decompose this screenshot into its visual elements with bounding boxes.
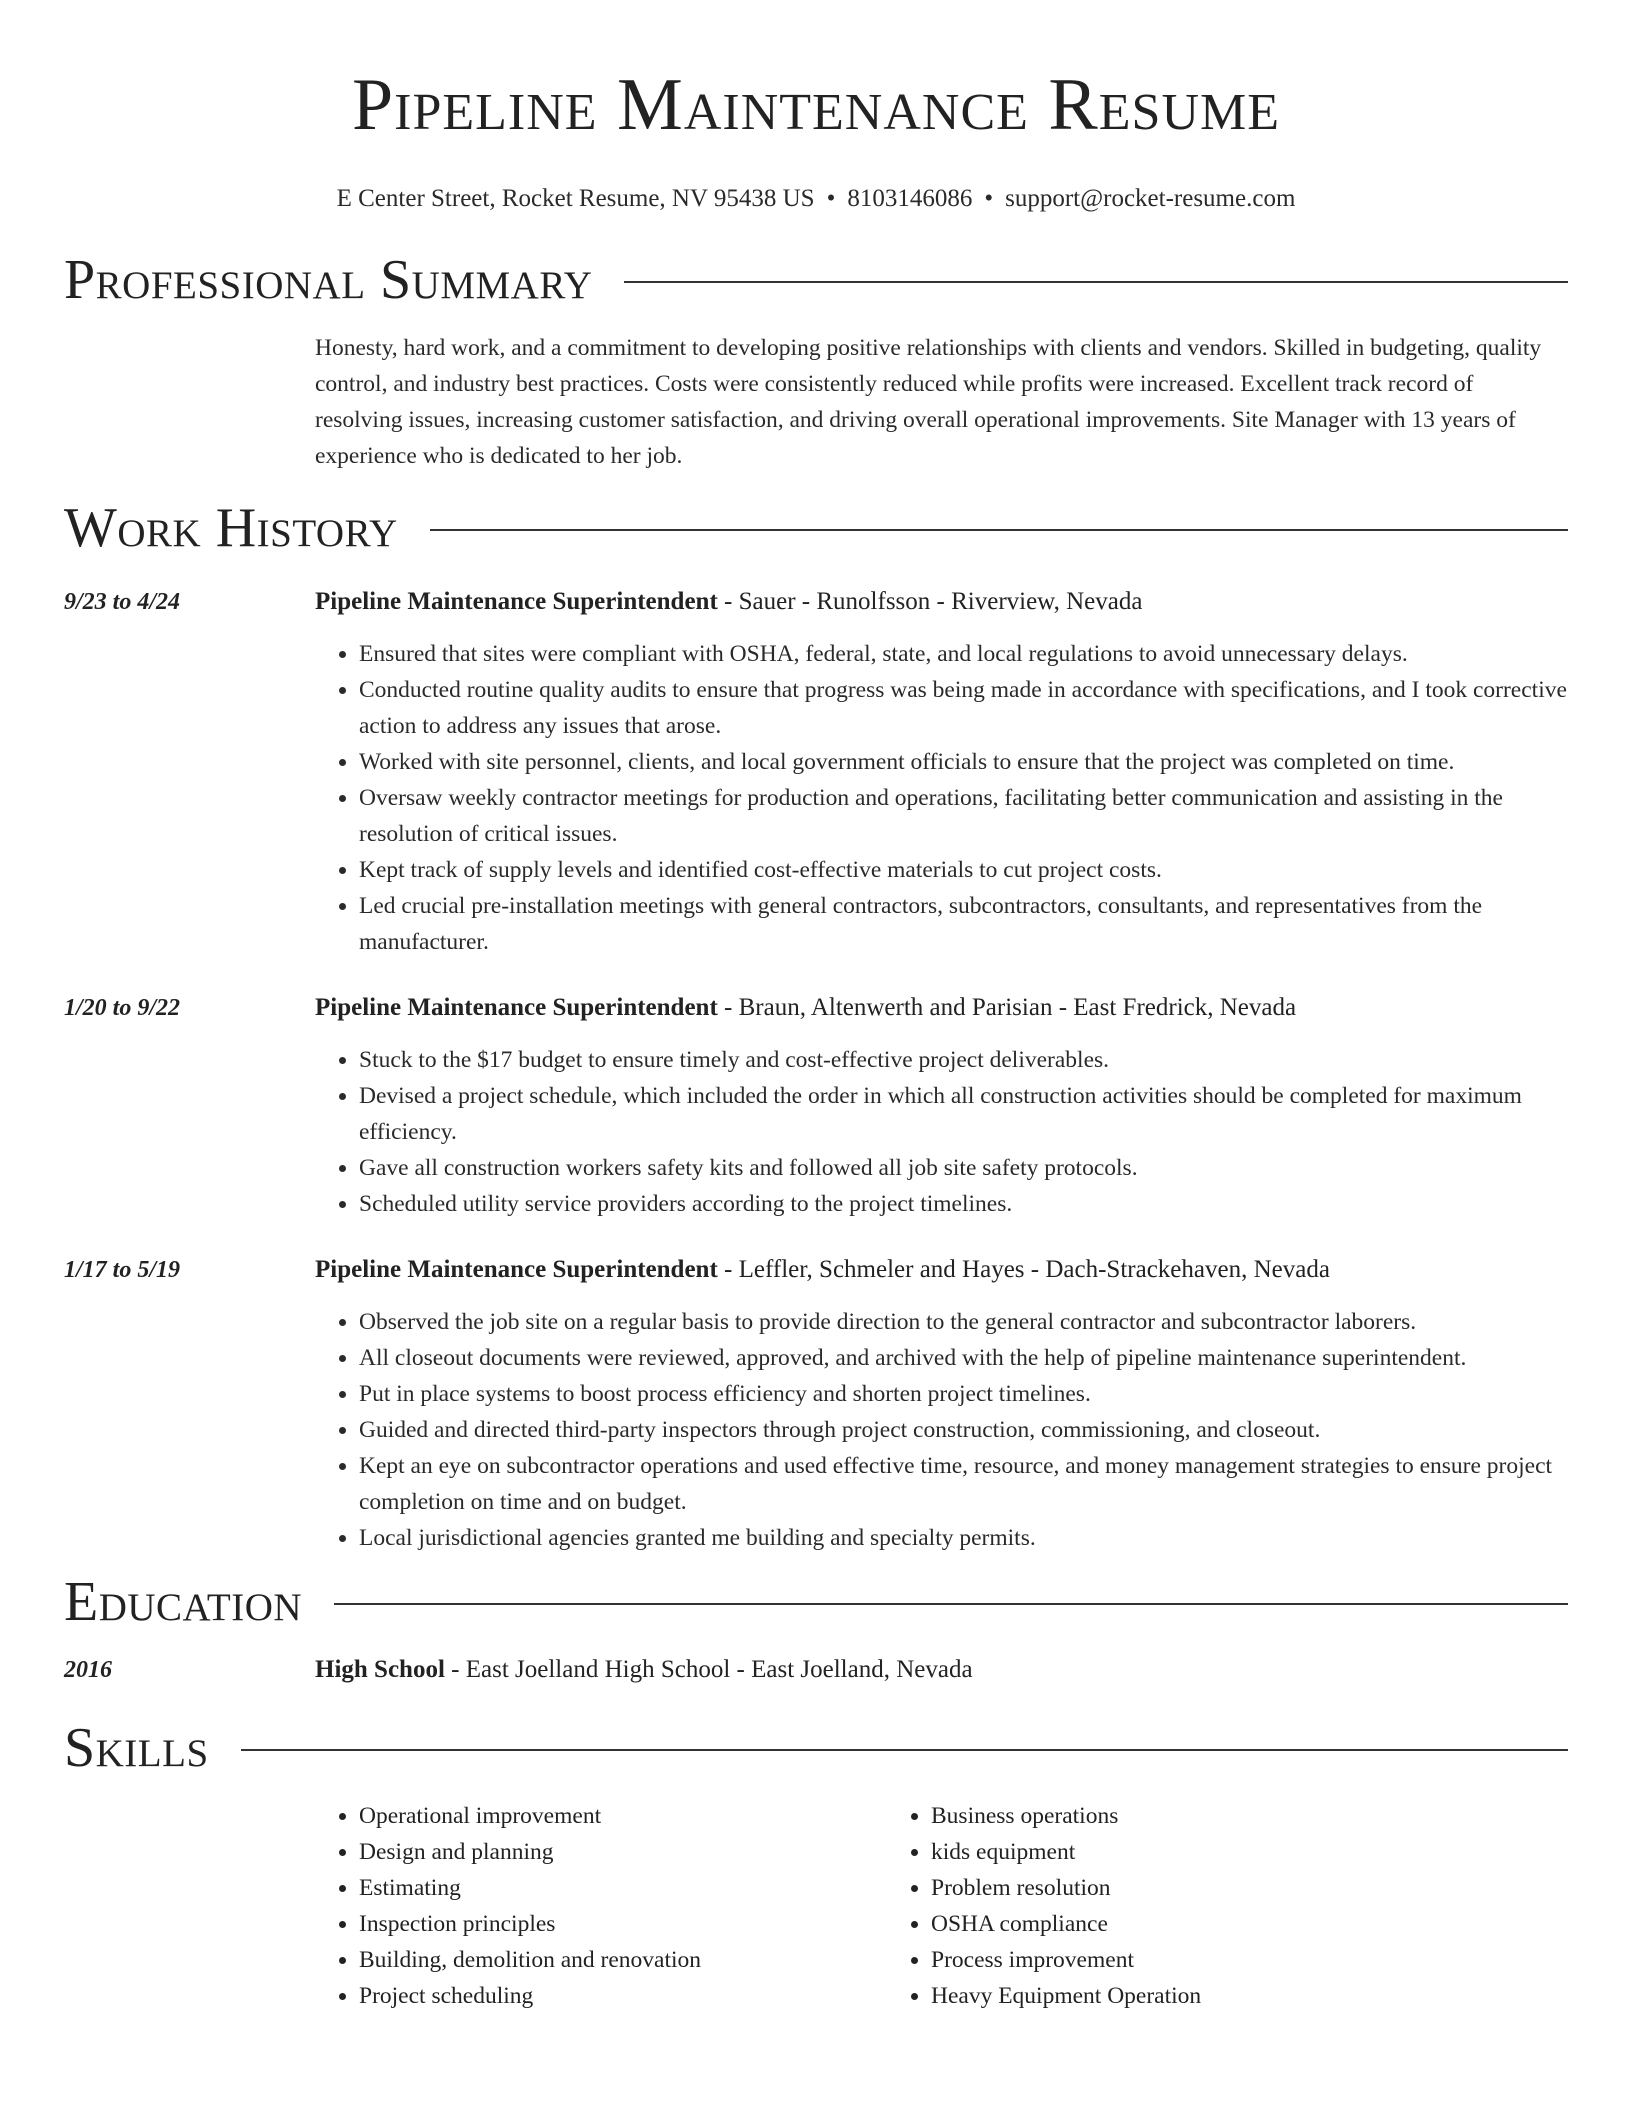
job-bullet: • All closeout documents were reviewed, approved, and archived with the help of pipeline maintenance superintendent. bbox=[359, 1340, 1568, 1376]
skill-item: • Design and planning bbox=[359, 1834, 887, 1870]
job-bullet: • Gave all construction workers safety kits and followed all job site safety protocols. bbox=[359, 1150, 1568, 1186]
education-degree: High School bbox=[315, 1656, 445, 1683]
job-date: 1/17 to 5/19 bbox=[64, 1257, 181, 1283]
skill-item: • Operational improvement bbox=[359, 1798, 887, 1834]
phone: 8103146086 bbox=[847, 185, 973, 212]
job-bullet: • Conducted routine quality audits to ensure that progress was being made in accordance with specifications, and I took corrective action to address any issues that arose. bbox=[359, 672, 1568, 744]
job-title: Pipeline Maintenance Superintendent bbox=[315, 994, 718, 1021]
skills-list bbox=[315, 1798, 1568, 2014]
job-entry bbox=[64, 992, 1568, 1222]
skill-item: • Heavy Equipment Operation bbox=[931, 1978, 1459, 2014]
job-bullet: • Put in place systems to boost process efficiency and shorten project timelines. bbox=[359, 1376, 1568, 1412]
skill-item: • OSHA compliance bbox=[931, 1906, 1459, 1942]
section-title: Professional Summary bbox=[64, 249, 593, 311]
education-title-line bbox=[315, 1654, 1568, 1686]
section-header-skills bbox=[64, 1716, 1568, 1780]
email: support@rocket-resume.com bbox=[1005, 185, 1296, 212]
job-entry bbox=[64, 1254, 1568, 1556]
separator-dot: • bbox=[826, 185, 836, 212]
skill-item: • Problem resolution bbox=[931, 1870, 1459, 1906]
section-header-work-history bbox=[64, 496, 1568, 560]
job-company: - Leffler, Schmeler and Hayes - Dach-Strackehaven, Nevada bbox=[717, 1256, 1330, 1283]
section-title: Education bbox=[64, 1571, 303, 1633]
job-bullets bbox=[315, 1304, 1568, 1556]
job-title-line bbox=[315, 1254, 1568, 1286]
skill-item: • Building, demolition and renovation bbox=[359, 1942, 887, 1978]
job-bullet: • Stuck to the $17 budget to ensure timely and cost-effective project deliverables. bbox=[359, 1042, 1568, 1078]
skills-column-right bbox=[887, 1798, 1459, 2014]
job-bullet: • Oversaw weekly contractor meetings for production and operations, facilitating better communication and assisting in the resolution of critical issues. bbox=[359, 780, 1568, 852]
section-rule bbox=[241, 1749, 1568, 1751]
job-bullet: • Local jurisdictional agencies granted me building and specialty permits. bbox=[359, 1520, 1568, 1556]
job-title-line bbox=[315, 992, 1568, 1024]
skills-column-left bbox=[315, 1798, 887, 2014]
education-body bbox=[315, 1654, 1568, 1686]
job-bullet: • Led crucial pre-installation meetings with general contractors, subcontractors, consultants, and representatives from the manufacturer. bbox=[359, 888, 1568, 960]
job-body bbox=[315, 1254, 1568, 1556]
job-bullet: • Scheduled utility service providers according to the project timelines. bbox=[359, 1186, 1568, 1222]
job-body bbox=[315, 586, 1568, 960]
job-bullet: • Devised a project schedule, which included the order in which all construction activities should be completed for maximum efficiency. bbox=[359, 1078, 1568, 1150]
skill-item: • Inspection principles bbox=[359, 1906, 887, 1942]
resume-title: Pipeline Maintenance Resume bbox=[352, 64, 1280, 146]
section-header-education bbox=[64, 1570, 1568, 1634]
job-date: 1/20 to 9/22 bbox=[64, 995, 181, 1021]
section-rule bbox=[334, 1603, 1568, 1605]
job-bullet: • Ensured that sites were compliant with OSHA, federal, state, and local regulations to avoid unnecessary delays. bbox=[359, 636, 1568, 672]
section-rule bbox=[430, 529, 1568, 531]
section-title: Skills bbox=[64, 1717, 209, 1779]
section-title: Work History bbox=[64, 497, 398, 559]
job-body bbox=[315, 992, 1568, 1222]
job-title-line bbox=[315, 586, 1568, 618]
work-history-list bbox=[64, 586, 1568, 1556]
job-title: Pipeline Maintenance Superintendent bbox=[315, 1256, 718, 1283]
summary-text: Honesty, hard work, and a commitment to developing positive relationships with clients and vendors. Skilled in budgeting, quality control, and industry best practices. Costs were consistently reduced while profits were increased. Excellent track record of resolving issues, increasing customer satisfaction, and driving overall operational improvements. Site Manager with 13 years of experience who is dedicated to her job. bbox=[315, 335, 1542, 469]
job-entry bbox=[64, 586, 1568, 960]
education-entry bbox=[64, 1654, 1568, 1686]
job-bullet: • Kept track of supply levels and identified cost-effective materials to cut project costs. bbox=[359, 852, 1568, 888]
skill-item: • Project scheduling bbox=[359, 1978, 887, 2014]
education-school: - East Joelland High School - East Joelland, Nevada bbox=[444, 1656, 973, 1683]
contact-line bbox=[64, 182, 1568, 216]
address: E Center Street, Rocket Resume, NV 95438 US bbox=[336, 185, 815, 212]
job-company: - Braun, Altenwerth and Parisian - East Fredrick, Nevada bbox=[717, 994, 1297, 1021]
education-date: 2016 bbox=[64, 1657, 112, 1683]
skill-item: • Process improvement bbox=[931, 1942, 1459, 1978]
section-header-summary bbox=[64, 248, 1568, 312]
skill-item: • kids equipment bbox=[931, 1834, 1459, 1870]
section-rule bbox=[624, 281, 1568, 283]
separator-dot: • bbox=[984, 185, 994, 212]
job-bullet: • Kept an eye on subcontractor operations and used effective time, resource, and money management strategies to ensure project completion on time and on budget. bbox=[359, 1448, 1568, 1520]
job-bullet: • Worked with site personnel, clients, and local government officials to ensure that the project was completed on time. bbox=[359, 744, 1568, 780]
skill-item: • Estimating bbox=[359, 1870, 887, 1906]
skill-item: • Business operations bbox=[931, 1798, 1459, 1834]
job-bullets bbox=[315, 1042, 1568, 1222]
job-bullets bbox=[315, 636, 1568, 960]
job-bullet: • Guided and directed third-party inspectors through project construction, commissioning, and closeout. bbox=[359, 1412, 1568, 1448]
job-bullet: • Observed the job site on a regular basis to provide direction to the general contractor and subcontractor laborers. bbox=[359, 1304, 1568, 1340]
job-date: 9/23 to 4/24 bbox=[64, 589, 181, 615]
job-company: - Sauer - Runolfsson - Riverview, Nevada bbox=[717, 588, 1143, 615]
job-title: Pipeline Maintenance Superintendent bbox=[315, 588, 718, 615]
